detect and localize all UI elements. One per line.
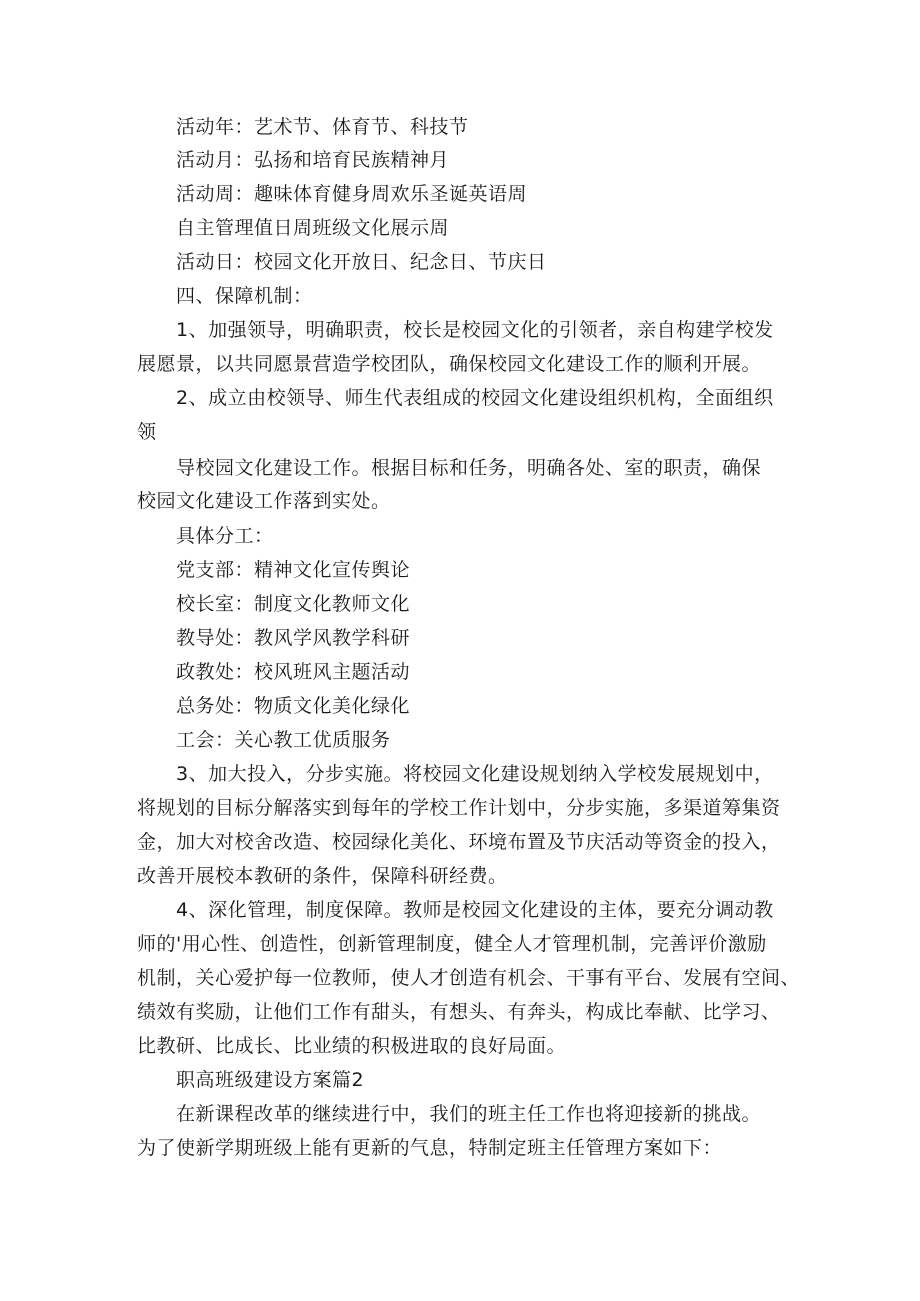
text-line: 为了使新学期班级上能有更新的气息，特制定班主任管理方案如下：	[137, 1137, 723, 1159]
text-line: 自主管理值日周班级文化展示周	[176, 217, 450, 239]
text-line: 总务处：物质文化美化绿化	[176, 695, 411, 717]
text-line: 4、深化管理，制度保障。教师是校园文化建设的主体，要充分调动教	[176, 899, 774, 921]
text-line: 活动年：艺术节、体育节、科技节	[176, 116, 469, 138]
text-line: 导校园文化建设工作。根据目标和任务，明确各处、室的职责，确保	[176, 457, 762, 479]
text-line: 1、加强领导，明确职责，校长是校园文化的引领者，亲自构建学校发	[176, 319, 774, 341]
text-line: 绩效有奖励，让他们工作有甜头，有想头、有奔头，构成比奉献、比学习、	[137, 1001, 781, 1023]
text-line: 活动月：弘扬和培育民族精神月	[176, 149, 450, 171]
text-line: 改善开展校本教研的条件，保障科研经费。	[137, 865, 508, 887]
text-line: 2、成立由校领导、师生代表组成的校园文化建设组织机构，全面组织	[176, 387, 774, 409]
text-line: 金，加大对校舍改造、校园绿化美化、环境布置及节庆活动等资金的投入，	[137, 831, 781, 853]
text-line: 领	[137, 421, 157, 443]
text-line: 工会：关心教工优质服务	[176, 729, 391, 751]
text-line: 比教研、比成长、比业绩的积极进取的良好局面。	[137, 1035, 567, 1057]
text-line: 机制，关心爱护每一位教师，使人才创造有机会、干事有平台、发展有空间、	[137, 967, 801, 989]
section-heading: 四、保障机制：	[176, 285, 313, 307]
text-line: 3、加大投入，分步实施。将校园文化建设规划纳入学校发展规划中，	[176, 763, 774, 785]
text-line: 活动日：校园文化开放日、纪念日、节庆日	[176, 251, 547, 273]
text-line: 具体分工：	[176, 525, 274, 547]
text-line: 展愿景，以共同愿景营造学校团队，确保校园文化建设工作的顺利开展。	[137, 353, 762, 375]
text-line: 校长室：制度文化教师文化	[176, 593, 411, 615]
text-line: 活动周：趣味体育健身周欢乐圣诞英语周	[176, 183, 528, 205]
section-title: 职高班级建设方案篇2	[176, 1069, 365, 1091]
text-line: 师的'用心性、创造性，创新管理制度，健全人才管理机制，完善评价激励	[137, 933, 767, 955]
text-line: 在新课程改革的继续进行中，我们的班主任工作也将迎接新的挑战。	[176, 1103, 762, 1125]
text-line: 教导处：教风学风教学科研	[176, 627, 411, 649]
text-line: 政教处：校风班风主题活动	[176, 661, 411, 683]
text-line: 将规划的目标分解落实到每年的学校工作计划中，分步实施，多渠道筹集资	[137, 797, 781, 819]
text-line: 校园文化建设工作落到实处。	[137, 490, 391, 512]
text-line: 党支部：精神文化宣传舆论	[176, 559, 411, 581]
